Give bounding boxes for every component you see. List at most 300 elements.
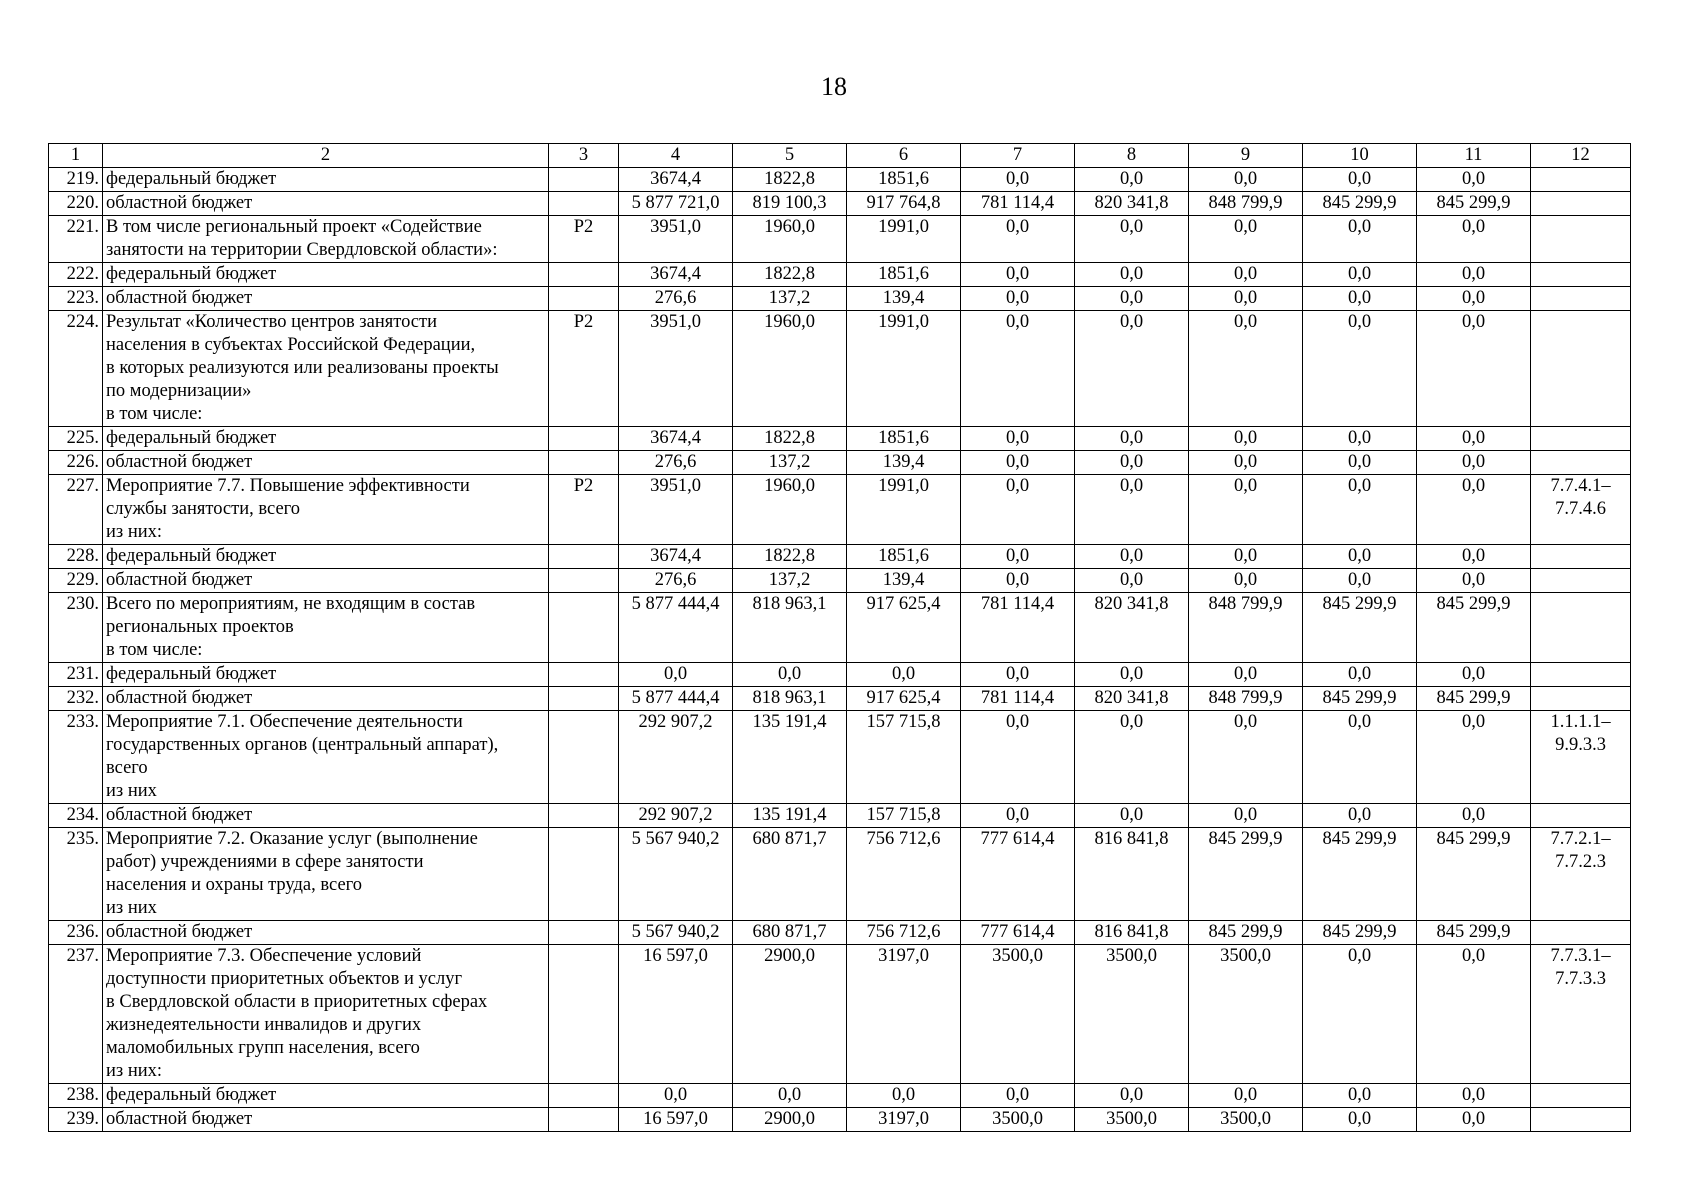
- value-cell: 3500,0: [961, 1108, 1075, 1132]
- row-description: [103, 216, 549, 263]
- value-cell: 0,0: [1417, 1108, 1531, 1132]
- table-row: [49, 828, 1631, 921]
- description-line: областной бюджет: [106, 193, 253, 213]
- value-cell: 5 567 940,2: [619, 828, 733, 921]
- value-cell: 845 299,9: [1303, 921, 1417, 945]
- description-line: в том числе:: [106, 640, 203, 660]
- row-code: Р2: [549, 216, 619, 263]
- page-number: 18: [821, 72, 847, 101]
- description-line: жизнедеятельности инвалидов и других: [106, 1015, 422, 1035]
- target-ref-line: 7.7.4.6: [1555, 499, 1606, 519]
- column-header: 5: [733, 144, 847, 168]
- row-code: [549, 921, 619, 945]
- column-header: 3: [549, 144, 619, 168]
- value-cell: 2900,0: [733, 1108, 847, 1132]
- row-number: 230.: [49, 593, 103, 663]
- description-line: в которых реализуются или реализованы проекты: [106, 358, 499, 378]
- target-ref-cell: [1531, 711, 1631, 804]
- row-code: Р2: [549, 475, 619, 545]
- value-cell: 0,0: [1075, 804, 1189, 828]
- row-number: 231.: [49, 663, 103, 687]
- value-cell: 0,0: [1417, 287, 1531, 311]
- value-cell: 0,0: [961, 804, 1075, 828]
- description-line: федеральный бюджет: [106, 664, 277, 684]
- value-cell: 0,0: [1417, 451, 1531, 475]
- value-cell: 680 871,7: [733, 921, 847, 945]
- value-cell: 0,0: [1075, 711, 1189, 804]
- target-ref-cell: [1531, 921, 1631, 945]
- description-line: федеральный бюджет: [106, 264, 277, 284]
- description-line: всего: [106, 758, 148, 778]
- row-description: [103, 475, 549, 545]
- row-description: [103, 593, 549, 663]
- value-cell: 0,0: [1303, 711, 1417, 804]
- column-header: 7: [961, 144, 1075, 168]
- row-code: [549, 687, 619, 711]
- value-cell: 0,0: [1189, 804, 1303, 828]
- value-cell: 0,0: [1189, 168, 1303, 192]
- description-line: маломобильных групп населения, всего: [106, 1038, 420, 1058]
- value-cell: 0,0: [1417, 427, 1531, 451]
- target-ref-cell: [1531, 593, 1631, 663]
- value-cell: 1991,0: [847, 216, 961, 263]
- value-cell: 845 299,9: [1303, 828, 1417, 921]
- target-ref-cell: [1531, 663, 1631, 687]
- value-cell: 0,0: [1303, 287, 1417, 311]
- value-cell: 0,0: [1189, 216, 1303, 263]
- row-number: 225.: [49, 427, 103, 451]
- row-number: 219.: [49, 168, 103, 192]
- value-cell: 845 299,9: [1417, 828, 1531, 921]
- value-cell: 0,0: [1189, 663, 1303, 687]
- value-cell: 1851,6: [847, 545, 961, 569]
- value-cell: 777 614,4: [961, 921, 1075, 945]
- header-row: [49, 144, 1631, 168]
- value-cell: 0,0: [733, 663, 847, 687]
- value-cell: 0,0: [1303, 311, 1417, 427]
- row-number: 229.: [49, 569, 103, 593]
- value-cell: 0,0: [1303, 569, 1417, 593]
- description-line: государственных органов (центральный аппарат),: [106, 735, 499, 755]
- value-cell: 0,0: [1075, 545, 1189, 569]
- column-header: 8: [1075, 144, 1189, 168]
- table-row: [49, 168, 1631, 192]
- table-row: [49, 451, 1631, 475]
- description-line: населения в субъектах Российской Федерации,: [106, 335, 476, 355]
- value-cell: 1851,6: [847, 168, 961, 192]
- row-description: [103, 687, 549, 711]
- target-ref-cell: [1531, 545, 1631, 569]
- value-cell: 276,6: [619, 287, 733, 311]
- row-description: [103, 263, 549, 287]
- row-code: [549, 1108, 619, 1132]
- value-cell: 3674,4: [619, 427, 733, 451]
- value-cell: 5 877 444,4: [619, 687, 733, 711]
- value-cell: 3674,4: [619, 168, 733, 192]
- value-cell: 0,0: [1303, 263, 1417, 287]
- value-cell: 0,0: [1303, 475, 1417, 545]
- value-cell: 0,0: [1417, 663, 1531, 687]
- row-code: [549, 804, 619, 828]
- row-code: [549, 711, 619, 804]
- value-cell: 16 597,0: [619, 1108, 733, 1132]
- row-number: 220.: [49, 192, 103, 216]
- row-number: 232.: [49, 687, 103, 711]
- description-line: Мероприятие 7.2. Оказание услуг (выполнение: [106, 829, 478, 849]
- value-cell: 0,0: [1303, 545, 1417, 569]
- value-cell: 0,0: [961, 545, 1075, 569]
- value-cell: 157 715,8: [847, 711, 961, 804]
- row-number: 226.: [49, 451, 103, 475]
- target-ref-cell: [1531, 427, 1631, 451]
- value-cell: 1960,0: [733, 475, 847, 545]
- value-cell: 135 191,4: [733, 711, 847, 804]
- target-ref-line: 7.7.3.3: [1555, 969, 1606, 989]
- value-cell: 2900,0: [733, 945, 847, 1084]
- value-cell: 0,0: [1189, 287, 1303, 311]
- row-description: [103, 1108, 549, 1132]
- row-number: 221.: [49, 216, 103, 263]
- row-code: [549, 168, 619, 192]
- value-cell: 1960,0: [733, 311, 847, 427]
- value-cell: 1991,0: [847, 311, 961, 427]
- row-number: 234.: [49, 804, 103, 828]
- value-cell: 276,6: [619, 569, 733, 593]
- value-cell: 0,0: [961, 427, 1075, 451]
- value-cell: 0,0: [1075, 427, 1189, 451]
- table-row: [49, 475, 1631, 545]
- row-number: 222.: [49, 263, 103, 287]
- row-description: [103, 945, 549, 1084]
- budget-table: [48, 143, 1631, 1132]
- description-line: федеральный бюджет: [106, 546, 277, 566]
- value-cell: 139,4: [847, 287, 961, 311]
- value-cell: 0,0: [1417, 1084, 1531, 1108]
- value-cell: 137,2: [733, 287, 847, 311]
- value-cell: 139,4: [847, 451, 961, 475]
- description-line: населения и охраны труда, всего: [106, 875, 363, 895]
- value-cell: 0,0: [1189, 311, 1303, 427]
- value-cell: 5 877 721,0: [619, 192, 733, 216]
- value-cell: 157 715,8: [847, 804, 961, 828]
- value-cell: 0,0: [961, 168, 1075, 192]
- value-cell: 1851,6: [847, 427, 961, 451]
- target-ref-cell: [1531, 311, 1631, 427]
- value-cell: 0,0: [1189, 451, 1303, 475]
- description-line: доступности приоритетных объектов и услуг: [106, 969, 463, 989]
- row-description: [103, 569, 549, 593]
- column-header: 9: [1189, 144, 1303, 168]
- value-cell: 0,0: [1417, 804, 1531, 828]
- table-row: [49, 687, 1631, 711]
- row-description: [103, 192, 549, 216]
- row-description: [103, 828, 549, 921]
- table-row: [49, 569, 1631, 593]
- column-header: 12: [1531, 144, 1631, 168]
- row-code: [549, 263, 619, 287]
- value-cell: 1851,6: [847, 263, 961, 287]
- row-description: [103, 663, 549, 687]
- value-cell: 845 299,9: [1417, 192, 1531, 216]
- target-ref-cell: [1531, 451, 1631, 475]
- value-cell: 0,0: [1303, 945, 1417, 1084]
- value-cell: 0,0: [619, 1084, 733, 1108]
- value-cell: 3951,0: [619, 475, 733, 545]
- value-cell: 0,0: [1189, 711, 1303, 804]
- description-line: федеральный бюджет: [106, 428, 277, 448]
- table-row: [49, 1108, 1631, 1132]
- row-number: 238.: [49, 1084, 103, 1108]
- value-cell: 0,0: [1075, 475, 1189, 545]
- table-row: [49, 192, 1631, 216]
- description-line: областной бюджет: [106, 288, 253, 308]
- table-row: [49, 427, 1631, 451]
- row-number: 223.: [49, 287, 103, 311]
- table-row: [49, 921, 1631, 945]
- value-cell: 5 877 444,4: [619, 593, 733, 663]
- table-row: [49, 663, 1631, 687]
- value-cell: 0,0: [1075, 216, 1189, 263]
- description-line: региональных проектов: [106, 617, 294, 637]
- description-line: из них:: [106, 522, 163, 542]
- value-cell: 3500,0: [1075, 945, 1189, 1084]
- value-cell: 0,0: [1417, 168, 1531, 192]
- row-number: 224.: [49, 311, 103, 427]
- description-line: областной бюджет: [106, 922, 253, 942]
- target-ref-cell: [1531, 287, 1631, 311]
- value-cell: 781 114,4: [961, 192, 1075, 216]
- value-cell: 0,0: [961, 569, 1075, 593]
- value-cell: 845 299,9: [1417, 687, 1531, 711]
- value-cell: 0,0: [961, 663, 1075, 687]
- value-cell: 845 299,9: [1303, 192, 1417, 216]
- row-description: [103, 921, 549, 945]
- value-cell: 0,0: [961, 711, 1075, 804]
- value-cell: 0,0: [1417, 475, 1531, 545]
- column-header: 2: [103, 144, 549, 168]
- target-ref-line: 7.7.4.1–: [1550, 476, 1611, 496]
- value-cell: 0,0: [1417, 711, 1531, 804]
- value-cell: 818 963,1: [733, 687, 847, 711]
- value-cell: 756 712,6: [847, 828, 961, 921]
- target-ref-line: 1.1.1.1–: [1550, 712, 1611, 732]
- value-cell: 777 614,4: [961, 828, 1075, 921]
- target-ref-cell: [1531, 192, 1631, 216]
- target-ref-cell: [1531, 1108, 1631, 1132]
- value-cell: 3674,4: [619, 545, 733, 569]
- value-cell: 845 299,9: [1417, 593, 1531, 663]
- table-row: [49, 945, 1631, 1084]
- value-cell: 845 299,9: [1417, 921, 1531, 945]
- value-cell: 0,0: [847, 663, 961, 687]
- value-cell: 0,0: [961, 287, 1075, 311]
- target-ref-cell: [1531, 828, 1631, 921]
- row-code: [549, 192, 619, 216]
- value-cell: 0,0: [1303, 427, 1417, 451]
- value-cell: 820 341,8: [1075, 192, 1189, 216]
- table-row: [49, 593, 1631, 663]
- table-row: [49, 711, 1631, 804]
- target-ref-line: 7.7.2.1–: [1550, 829, 1611, 849]
- row-code: [549, 663, 619, 687]
- value-cell: 3500,0: [1189, 945, 1303, 1084]
- description-line: Мероприятие 7.7. Повышение эффективности: [106, 476, 470, 496]
- row-description: [103, 427, 549, 451]
- value-cell: 1822,8: [733, 168, 847, 192]
- table-row: [49, 311, 1631, 427]
- value-cell: 0,0: [1189, 263, 1303, 287]
- target-ref-cell: [1531, 263, 1631, 287]
- value-cell: 0,0: [1417, 216, 1531, 263]
- value-cell: 0,0: [1303, 168, 1417, 192]
- value-cell: 0,0: [1189, 569, 1303, 593]
- value-cell: 16 597,0: [619, 945, 733, 1084]
- row-description: [103, 311, 549, 427]
- value-cell: 292 907,2: [619, 711, 733, 804]
- value-cell: 0,0: [1189, 475, 1303, 545]
- row-description: [103, 168, 549, 192]
- row-description: [103, 451, 549, 475]
- row-code: [549, 1084, 619, 1108]
- row-code: [549, 545, 619, 569]
- description-line: работ) учреждениями в сфере занятости: [106, 852, 424, 872]
- row-code: [549, 945, 619, 1084]
- row-number: 233.: [49, 711, 103, 804]
- value-cell: 818 963,1: [733, 593, 847, 663]
- value-cell: 756 712,6: [847, 921, 961, 945]
- table-row: [49, 1084, 1631, 1108]
- description-line: областной бюджет: [106, 688, 253, 708]
- value-cell: 0,0: [619, 663, 733, 687]
- row-description: [103, 711, 549, 804]
- value-cell: 0,0: [1075, 663, 1189, 687]
- value-cell: 0,0: [961, 263, 1075, 287]
- value-cell: 0,0: [1075, 287, 1189, 311]
- value-cell: 0,0: [1417, 311, 1531, 427]
- target-ref-cell: [1531, 168, 1631, 192]
- description-line: Мероприятие 7.1. Обеспечение деятельности: [106, 712, 463, 732]
- row-code: [549, 569, 619, 593]
- table-row: [49, 287, 1631, 311]
- column-header: 4: [619, 144, 733, 168]
- value-cell: 1960,0: [733, 216, 847, 263]
- value-cell: 0,0: [1303, 1084, 1417, 1108]
- value-cell: 1991,0: [847, 475, 961, 545]
- value-cell: 917 764,8: [847, 192, 961, 216]
- row-number: 235.: [49, 828, 103, 921]
- table-row: [49, 263, 1631, 287]
- value-cell: 820 341,8: [1075, 687, 1189, 711]
- value-cell: 0,0: [1417, 569, 1531, 593]
- value-cell: 0,0: [1417, 945, 1531, 1084]
- value-cell: 137,2: [733, 569, 847, 593]
- row-number: 228.: [49, 545, 103, 569]
- target-ref-cell: [1531, 945, 1631, 1084]
- value-cell: 0,0: [961, 475, 1075, 545]
- description-line: Мероприятие 7.3. Обеспечение условий: [106, 946, 422, 966]
- value-cell: 292 907,2: [619, 804, 733, 828]
- value-cell: 0,0: [1417, 263, 1531, 287]
- value-cell: 0,0: [1189, 1084, 1303, 1108]
- value-cell: 3951,0: [619, 311, 733, 427]
- value-cell: 0,0: [961, 451, 1075, 475]
- value-cell: 3500,0: [1075, 1108, 1189, 1132]
- target-ref-cell: [1531, 475, 1631, 545]
- row-code: [549, 451, 619, 475]
- description-line: службы занятости, всего: [106, 499, 301, 519]
- column-header: 10: [1303, 144, 1417, 168]
- value-cell: 845 299,9: [1303, 687, 1417, 711]
- value-cell: 1822,8: [733, 427, 847, 451]
- target-ref-cell: [1531, 1084, 1631, 1108]
- row-code: [549, 427, 619, 451]
- description-line: Результат «Количество центров занятости: [106, 312, 437, 332]
- value-cell: 0,0: [1075, 263, 1189, 287]
- target-ref-line: 7.7.3.1–: [1550, 946, 1611, 966]
- value-cell: 1822,8: [733, 263, 847, 287]
- row-description: [103, 804, 549, 828]
- value-cell: 0,0: [1303, 1108, 1417, 1132]
- value-cell: 845 299,9: [1189, 921, 1303, 945]
- target-ref-cell: [1531, 804, 1631, 828]
- value-cell: 816 841,8: [1075, 828, 1189, 921]
- column-header: 11: [1417, 144, 1531, 168]
- value-cell: 1822,8: [733, 545, 847, 569]
- value-cell: 848 799,9: [1189, 687, 1303, 711]
- target-ref-line: 7.7.2.3: [1555, 852, 1606, 872]
- value-cell: 917 625,4: [847, 593, 961, 663]
- description-line: по модернизации»: [106, 381, 252, 401]
- description-line: областной бюджет: [106, 805, 253, 825]
- target-ref-cell: [1531, 569, 1631, 593]
- value-cell: 917 625,4: [847, 687, 961, 711]
- description-line: в Свердловской области в приоритетных сферах: [106, 992, 488, 1012]
- value-cell: 3951,0: [619, 216, 733, 263]
- value-cell: 0,0: [847, 1084, 961, 1108]
- value-cell: 0,0: [1075, 569, 1189, 593]
- value-cell: 3500,0: [961, 945, 1075, 1084]
- row-number: 237.: [49, 945, 103, 1084]
- row-description: [103, 287, 549, 311]
- row-description: [103, 1084, 549, 1108]
- description-line: областной бюджет: [106, 1109, 253, 1129]
- value-cell: 276,6: [619, 451, 733, 475]
- description-line: В том числе региональный проект «Содействие: [106, 217, 482, 237]
- value-cell: 848 799,9: [1189, 593, 1303, 663]
- value-cell: 0,0: [961, 1084, 1075, 1108]
- row-code: Р2: [549, 311, 619, 427]
- row-number: 227.: [49, 475, 103, 545]
- value-cell: 139,4: [847, 569, 961, 593]
- table-row: [49, 216, 1631, 263]
- value-cell: 781 114,4: [961, 593, 1075, 663]
- value-cell: 0,0: [1075, 168, 1189, 192]
- value-cell: 3197,0: [847, 1108, 961, 1132]
- row-number: 236.: [49, 921, 103, 945]
- value-cell: 5 567 940,2: [619, 921, 733, 945]
- value-cell: 3197,0: [847, 945, 961, 1084]
- description-line: в том числе:: [106, 404, 203, 424]
- row-number: 239.: [49, 1108, 103, 1132]
- value-cell: 0,0: [1189, 427, 1303, 451]
- description-line: областной бюджет: [106, 570, 253, 590]
- value-cell: 0,0: [1303, 216, 1417, 263]
- description-line: занятости на территории Свердловской области»:: [106, 240, 498, 260]
- value-cell: 845 299,9: [1303, 593, 1417, 663]
- description-line: из них:: [106, 1061, 163, 1081]
- description-line: Всего по мероприятиям, не входящим в состав: [106, 594, 476, 614]
- value-cell: 3500,0: [1189, 1108, 1303, 1132]
